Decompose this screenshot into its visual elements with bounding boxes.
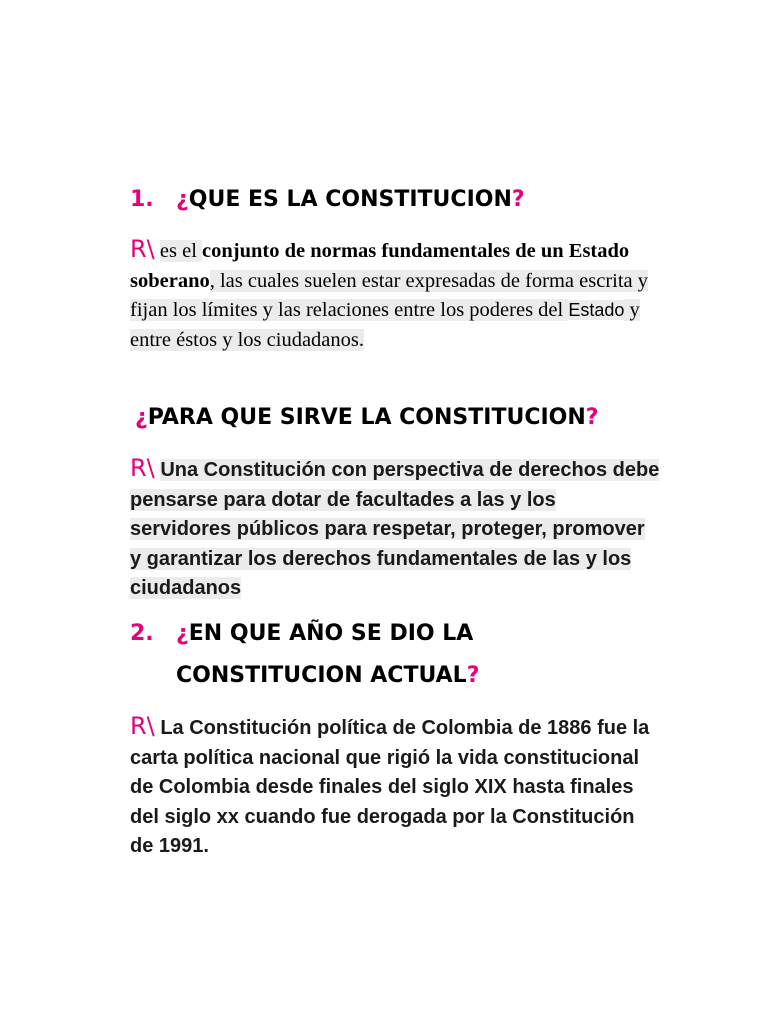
question-number: 2. [130,621,154,646]
answer-bold-term: conjunto de normas fundamentales de un Estado soberano [130,240,630,292]
question-open-mark: ¿ [135,405,148,430]
question-close-mark: ? [511,187,525,212]
question-open-mark: ¿ [176,621,189,646]
answer-text: , las cuales suelen estar expresadas de forma escrita y fijan los límites y las relaciones entre los poderes del [130,269,649,321]
question-text-line-2: CONSTITUCION ACTUAL [176,663,467,688]
question-number: 1. [130,187,154,212]
answer-marker: R\ [130,235,155,263]
question-close-mark: ? [466,663,480,688]
answer-2-paragraph [130,712,660,862]
answer-marker: R\ [130,454,155,482]
question-text: QUE ES LA CONSTITUCION [188,187,512,212]
question-2-heading-line-2 [176,656,479,696]
question-text: PARA QUE SIRVE LA CONSTITUCION [147,405,586,430]
question-1-heading [130,180,525,220]
question-sirve-heading [135,398,599,438]
answer-intro: es el [159,240,203,262]
answer-text: La Constitución política de Colombia de 1886 fue la carta política nacional que rigió la vida constitucional de Colombia desde finales del siglo XIX hasta finales del siglo xx cuando fue derogada por la Constitución de 1991. [130,717,650,857]
answer-text-end: y entre éstos y los ciudadanos. [130,299,640,351]
answer-text: Una Constitución con perspectiva de derechos debe pensarse para dotar de facultades a las y los servidores públicos para respetar, proteger, promover y garantizar los derechos fundamentales de las y los ciudadanos [130,459,660,599]
answer-marker: R\ [130,712,155,740]
question-text-line-1: EN QUE AÑO SE DIO LA [188,621,474,646]
question-2-heading [130,614,473,654]
answer-1-paragraph [130,235,660,355]
question-open-mark: ¿ [176,187,189,212]
question-close-mark: ? [585,405,599,430]
answer-sirve-paragraph [130,454,660,604]
answer-estado-link: Estado [568,300,625,320]
